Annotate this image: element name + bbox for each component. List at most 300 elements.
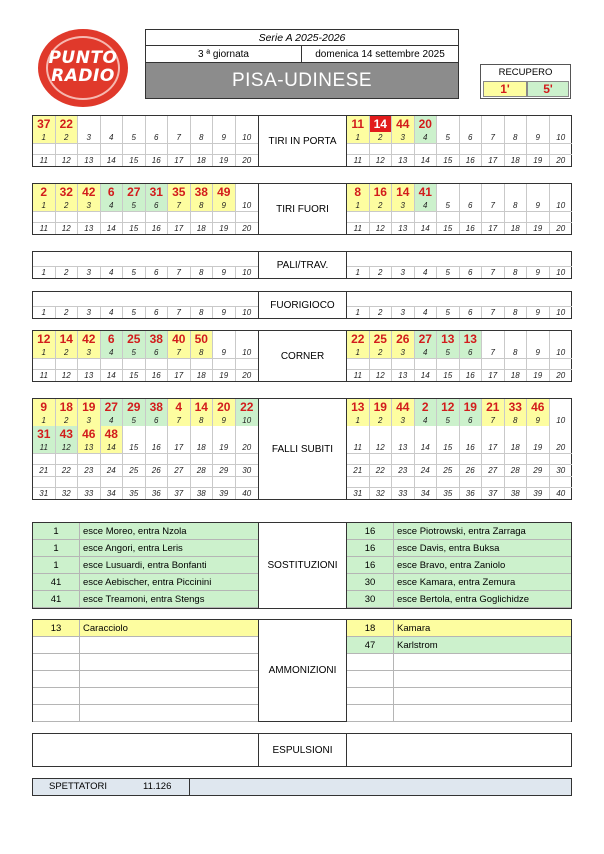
minute-value bbox=[236, 116, 259, 132]
table-row bbox=[347, 523, 571, 540]
event-number: 14 bbox=[101, 155, 124, 166]
logo-text-punto: PUNTO bbox=[48, 48, 118, 68]
empty-cell bbox=[482, 359, 505, 369]
event-number: 40 bbox=[556, 489, 566, 498]
event-number: 21 bbox=[347, 465, 370, 476]
event-number: 32 bbox=[370, 488, 393, 499]
event-number: 12 bbox=[370, 370, 393, 381]
event-number: 8 bbox=[191, 200, 214, 211]
minute-value bbox=[146, 426, 169, 442]
minute-value bbox=[213, 116, 236, 132]
minute-value: 50 bbox=[191, 331, 214, 347]
minute-value bbox=[123, 426, 146, 442]
minute-cell bbox=[33, 637, 80, 653]
event-number: 6 bbox=[146, 307, 169, 318]
event-number: 8 bbox=[191, 307, 214, 318]
ammonizioni-home bbox=[33, 620, 258, 721]
minute-value: 44 bbox=[392, 399, 415, 415]
event-number: 18 bbox=[191, 155, 214, 166]
event-number: 16 bbox=[460, 442, 483, 453]
minute-cell bbox=[347, 688, 394, 704]
event-number: 9 bbox=[527, 267, 550, 278]
event-number: 2 bbox=[56, 200, 79, 211]
event-number: 10 bbox=[556, 201, 566, 210]
minute-cell: 16 bbox=[347, 557, 394, 573]
minute-value: 14 bbox=[56, 331, 79, 347]
minute-value: 27 bbox=[415, 331, 438, 347]
event-number: 12 bbox=[370, 155, 393, 166]
ammonizioni-section bbox=[32, 619, 572, 722]
event-number: 4 bbox=[101, 415, 124, 426]
empty-cell bbox=[236, 212, 259, 222]
event-number: 16 bbox=[146, 442, 169, 453]
player-cell: esce Treamoni, entra Stengs bbox=[83, 593, 205, 605]
event-number: 29 bbox=[213, 465, 236, 476]
event-number: 12 bbox=[56, 442, 79, 453]
minute-cell bbox=[33, 654, 80, 670]
minute-value: 26 bbox=[392, 331, 415, 347]
event-number: 5 bbox=[437, 267, 460, 278]
league-title: Serie A 2025-2026 bbox=[145, 29, 459, 46]
event-number: 3 bbox=[392, 200, 415, 211]
minute-value: 29 bbox=[123, 399, 146, 415]
event-number: 5 bbox=[123, 347, 146, 358]
table-row bbox=[347, 688, 571, 705]
empty-cell bbox=[101, 212, 124, 222]
event-number: 11 bbox=[33, 442, 56, 453]
empty-cell bbox=[78, 359, 101, 369]
match-date: domenica 14 settembre 2025 bbox=[301, 45, 459, 63]
event-number: 37 bbox=[168, 488, 191, 499]
empty-cell bbox=[123, 477, 146, 487]
minute-value: 46 bbox=[527, 399, 550, 415]
event-number: 13 bbox=[78, 223, 101, 234]
event-number: 17 bbox=[168, 223, 191, 234]
event-number: 5 bbox=[437, 307, 460, 318]
player-cell: Caracciolo bbox=[83, 622, 128, 634]
event-number: 9 bbox=[213, 267, 236, 278]
event-number: 23 bbox=[392, 465, 415, 476]
player-cell: esce Moreo, entra Nzola bbox=[83, 525, 187, 537]
table-row bbox=[347, 574, 571, 591]
empty-cell bbox=[392, 477, 415, 487]
event-number: 30 bbox=[556, 466, 566, 475]
table-row bbox=[33, 705, 258, 722]
player-cell bbox=[80, 705, 83, 721]
empty-cell bbox=[437, 144, 460, 154]
minute-cell: 30 bbox=[347, 591, 394, 607]
minute-value bbox=[550, 331, 573, 347]
event-number: 14 bbox=[415, 223, 438, 234]
event-number: 36 bbox=[146, 488, 169, 499]
event-number: 1 bbox=[33, 347, 56, 358]
minute-value bbox=[146, 116, 169, 132]
falli-home-grid bbox=[33, 399, 258, 499]
event-number: 25 bbox=[437, 465, 460, 476]
minute-value bbox=[505, 426, 528, 442]
minute-value bbox=[550, 116, 573, 132]
event-number: 10 bbox=[242, 201, 252, 210]
event-number: 10 bbox=[236, 415, 259, 426]
event-number: 14 bbox=[101, 442, 124, 453]
event-number: 8 bbox=[191, 415, 214, 426]
event-number: 31 bbox=[347, 488, 370, 499]
spettatori-bar bbox=[32, 778, 572, 796]
empty-cell bbox=[392, 144, 415, 154]
minute-value: 43 bbox=[56, 426, 79, 442]
empty-cell bbox=[460, 359, 483, 369]
empty-cell bbox=[78, 144, 101, 154]
event-number: 22 bbox=[56, 465, 79, 476]
minute-value: 37 bbox=[33, 116, 56, 132]
minute-value bbox=[482, 331, 505, 347]
minute-value: 2 bbox=[415, 399, 438, 415]
event-number: 5 bbox=[123, 307, 146, 318]
event-number: 4 bbox=[101, 347, 124, 358]
player-cell: esce Piotrowski, entra Zarraga bbox=[397, 525, 526, 537]
minute-value: 19 bbox=[370, 399, 393, 415]
event-number: 16 bbox=[146, 155, 169, 166]
event-number: 26 bbox=[146, 465, 169, 476]
event-number: 10 bbox=[556, 308, 566, 317]
event-number: 9 bbox=[527, 307, 550, 318]
falli-away-grid bbox=[347, 399, 572, 499]
falli-label: FALLI SUBITI bbox=[258, 399, 347, 499]
empty-cell bbox=[437, 454, 460, 464]
logo-text-radio: RADIO bbox=[51, 66, 115, 86]
minute-value: 14 bbox=[191, 399, 214, 415]
event-number: 1 bbox=[33, 307, 56, 318]
minute-value: 19 bbox=[460, 399, 483, 415]
minute-value: 20 bbox=[213, 399, 236, 415]
event-number: 3 bbox=[392, 415, 415, 426]
event-number: 6 bbox=[460, 267, 483, 278]
minute-cell bbox=[33, 705, 80, 721]
minute-value bbox=[527, 116, 550, 132]
empty-cell bbox=[123, 144, 146, 154]
empty-cell bbox=[101, 477, 124, 487]
empty-cell bbox=[370, 212, 393, 222]
event-number: 4 bbox=[415, 347, 438, 358]
empty-cell bbox=[168, 454, 191, 464]
minute-value: 22 bbox=[347, 331, 370, 347]
minute-value: 13 bbox=[437, 331, 460, 347]
event-number: 23 bbox=[78, 465, 101, 476]
corner-section bbox=[32, 330, 572, 382]
event-number: 6 bbox=[460, 347, 483, 358]
event-number: 1 bbox=[33, 267, 56, 278]
minute-value bbox=[370, 426, 393, 442]
event-number: 1 bbox=[347, 347, 370, 358]
event-number: 19 bbox=[527, 442, 550, 453]
empty-cell bbox=[550, 144, 573, 154]
player-cell bbox=[80, 637, 83, 653]
event-number: 15 bbox=[123, 370, 146, 381]
event-number: 4 bbox=[415, 132, 438, 143]
player-cell bbox=[80, 688, 83, 704]
event-number: 4 bbox=[415, 200, 438, 211]
minute-cell: 16 bbox=[347, 523, 394, 539]
event-number: 1 bbox=[347, 132, 370, 143]
event-number: 9 bbox=[213, 307, 236, 318]
minute-value: 4 bbox=[168, 399, 191, 415]
event-number: 14 bbox=[101, 370, 124, 381]
event-number: 2 bbox=[370, 307, 393, 318]
event-number: 38 bbox=[505, 488, 528, 499]
player-cell bbox=[80, 654, 83, 670]
minute-value: 49 bbox=[213, 184, 236, 200]
minute-value bbox=[213, 331, 236, 347]
event-number: 2 bbox=[370, 132, 393, 143]
minute-value: 42 bbox=[78, 331, 101, 347]
event-number: 5 bbox=[123, 200, 146, 211]
spettatori-value: 11.126 bbox=[143, 781, 172, 792]
empty-cell bbox=[415, 359, 438, 369]
recupero-label: RECUPERO bbox=[498, 67, 553, 78]
event-number: 7 bbox=[168, 307, 191, 318]
event-number: 7 bbox=[168, 347, 191, 358]
empty-cell bbox=[370, 144, 393, 154]
table-row bbox=[33, 688, 258, 705]
event-number: 6 bbox=[460, 307, 483, 318]
empty-cell bbox=[527, 144, 550, 154]
event-number: 20 bbox=[242, 156, 252, 165]
minute-cell: 41 bbox=[33, 591, 80, 607]
minute-value: 2 bbox=[33, 184, 56, 200]
event-number: 8 bbox=[505, 200, 528, 211]
empty-cell bbox=[392, 212, 415, 222]
event-number: 13 bbox=[392, 155, 415, 166]
empty-cell bbox=[123, 454, 146, 464]
event-number: 17 bbox=[482, 370, 505, 381]
event-number: 1 bbox=[33, 200, 56, 211]
event-number: 8 bbox=[191, 347, 214, 358]
table-row bbox=[33, 654, 258, 671]
event-number: 24 bbox=[101, 465, 124, 476]
recupero-second-half: 5' bbox=[527, 81, 569, 97]
event-number: 3 bbox=[78, 200, 101, 211]
corner-away-grid bbox=[347, 331, 572, 381]
minute-value: 19 bbox=[78, 399, 101, 415]
minute-value bbox=[168, 426, 191, 442]
player-cell: esce Kamara, entra Zemura bbox=[397, 576, 516, 588]
table-row bbox=[347, 540, 571, 557]
player-cell: esce Bravo, entra Zaniolo bbox=[397, 559, 506, 571]
event-number: 19 bbox=[527, 370, 550, 381]
minute-value bbox=[236, 331, 259, 347]
fuorigioco-away-grid bbox=[347, 292, 572, 318]
event-number: 4 bbox=[101, 200, 124, 211]
minute-cell bbox=[347, 654, 394, 670]
minute-value bbox=[460, 184, 483, 200]
minute-cell: 1 bbox=[33, 540, 80, 556]
event-number: 4 bbox=[101, 267, 124, 278]
empty-cell bbox=[146, 144, 169, 154]
minute-value bbox=[437, 116, 460, 132]
event-number: 7 bbox=[482, 415, 505, 426]
empty-cell bbox=[56, 359, 79, 369]
event-number: 6 bbox=[460, 415, 483, 426]
event-number: 33 bbox=[392, 488, 415, 499]
event-number: 26 bbox=[460, 465, 483, 476]
event-number: 8 bbox=[191, 132, 214, 143]
pali-away-grid bbox=[347, 252, 572, 278]
event-number: 17 bbox=[168, 442, 191, 453]
table-row bbox=[33, 540, 258, 557]
empty-cell bbox=[482, 144, 505, 154]
empty-cell bbox=[370, 477, 393, 487]
player-cell: Kamara bbox=[397, 622, 431, 634]
empty-cell bbox=[213, 454, 236, 464]
empty-cell bbox=[347, 359, 370, 369]
event-number: 10 bbox=[556, 348, 566, 357]
tiri-fuori-section bbox=[32, 183, 572, 235]
empty-cell bbox=[437, 359, 460, 369]
pali-label: PALI/TRAV. bbox=[258, 252, 347, 278]
event-number: 7 bbox=[482, 267, 505, 278]
event-number: 11 bbox=[33, 155, 56, 166]
minute-cell bbox=[33, 688, 80, 704]
minute-value bbox=[415, 426, 438, 442]
event-number: 9 bbox=[213, 200, 236, 211]
empty-cell bbox=[415, 454, 438, 464]
punto-radio-logo bbox=[38, 29, 128, 107]
minute-value: 27 bbox=[101, 399, 124, 415]
minute-value: 46 bbox=[78, 426, 101, 442]
event-number: 5 bbox=[437, 200, 460, 211]
event-number: 2 bbox=[56, 415, 79, 426]
pali-home-grid bbox=[33, 252, 258, 278]
minute-value: 14 bbox=[370, 116, 393, 132]
event-number: 13 bbox=[78, 370, 101, 381]
event-number: 4 bbox=[415, 307, 438, 318]
empty-cell bbox=[347, 144, 370, 154]
minute-value bbox=[527, 184, 550, 200]
event-number: 4 bbox=[101, 307, 124, 318]
match-header bbox=[145, 29, 459, 99]
event-number: 16 bbox=[460, 155, 483, 166]
minute-value: 25 bbox=[370, 331, 393, 347]
event-number: 3 bbox=[78, 132, 101, 143]
event-number: 10 bbox=[242, 133, 252, 142]
event-number: 3 bbox=[78, 307, 101, 318]
event-number: 7 bbox=[482, 307, 505, 318]
event-number: 8 bbox=[505, 347, 528, 358]
empty-cell bbox=[437, 477, 460, 487]
minute-cell: 16 bbox=[347, 540, 394, 556]
event-number: 35 bbox=[123, 488, 146, 499]
minute-value bbox=[236, 184, 259, 200]
table-row bbox=[347, 591, 571, 608]
minute-value bbox=[78, 116, 101, 132]
round-label: 3 ª giornata bbox=[145, 45, 302, 63]
minute-value bbox=[527, 426, 550, 442]
minute-value: 25 bbox=[123, 331, 146, 347]
event-number: 8 bbox=[505, 132, 528, 143]
event-number: 20 bbox=[242, 443, 252, 452]
event-number: 25 bbox=[123, 465, 146, 476]
event-number: 10 bbox=[556, 416, 566, 425]
event-number: 15 bbox=[123, 223, 146, 234]
event-number: 20 bbox=[556, 443, 566, 452]
event-number: 27 bbox=[482, 465, 505, 476]
event-number: 3 bbox=[392, 267, 415, 278]
minute-value: 13 bbox=[347, 399, 370, 415]
player-cell: esce Angori, entra Leris bbox=[83, 542, 183, 554]
event-number: 15 bbox=[437, 442, 460, 453]
minute-value: 48 bbox=[101, 426, 124, 442]
empty-cell bbox=[347, 477, 370, 487]
minute-value: 41 bbox=[415, 184, 438, 200]
event-number: 10 bbox=[556, 268, 566, 277]
event-number: 29 bbox=[527, 465, 550, 476]
empty-cell bbox=[236, 477, 259, 487]
tiri_porta-home-grid bbox=[33, 116, 258, 166]
empty-cell bbox=[123, 359, 146, 369]
minute-value bbox=[505, 331, 528, 347]
event-number: 10 bbox=[556, 133, 566, 142]
event-number: 12 bbox=[56, 155, 79, 166]
event-number: 1 bbox=[33, 415, 56, 426]
minute-value: 8 bbox=[347, 184, 370, 200]
event-number: 28 bbox=[191, 465, 214, 476]
player-cell bbox=[394, 671, 397, 687]
empty-cell bbox=[527, 454, 550, 464]
sostituzioni-away bbox=[347, 523, 571, 608]
tiri_porta-away-grid bbox=[347, 116, 572, 166]
event-number: 18 bbox=[191, 223, 214, 234]
event-number: 1 bbox=[347, 415, 370, 426]
table-row bbox=[347, 620, 571, 637]
minute-value: 27 bbox=[123, 184, 146, 200]
table-row bbox=[347, 705, 571, 722]
empty-cell bbox=[78, 477, 101, 487]
event-number: 7 bbox=[168, 200, 191, 211]
espulsioni-section bbox=[32, 733, 572, 767]
minute-value bbox=[505, 184, 528, 200]
minute-value bbox=[123, 116, 146, 132]
minute-cell: 47 bbox=[347, 637, 394, 653]
empty-cell bbox=[101, 359, 124, 369]
minute-value bbox=[460, 426, 483, 442]
event-number: 12 bbox=[56, 223, 79, 234]
player-cell bbox=[80, 671, 83, 687]
minute-value: 44 bbox=[392, 116, 415, 132]
event-number: 2 bbox=[370, 415, 393, 426]
event-number: 8 bbox=[505, 415, 528, 426]
player-cell bbox=[394, 654, 397, 670]
event-number: 19 bbox=[213, 223, 236, 234]
tiri_fuori-home-grid bbox=[33, 184, 258, 234]
empty-cell bbox=[191, 212, 214, 222]
pali-section bbox=[32, 251, 572, 279]
player-cell: Karlstrom bbox=[397, 639, 438, 651]
event-number: 39 bbox=[213, 488, 236, 499]
minute-value bbox=[191, 426, 214, 442]
empty-cell bbox=[191, 477, 214, 487]
empty-cell bbox=[392, 454, 415, 464]
minute-value: 14 bbox=[392, 184, 415, 200]
empty-cell bbox=[213, 144, 236, 154]
event-number: 7 bbox=[168, 132, 191, 143]
empty-cell bbox=[78, 454, 101, 464]
minute-value bbox=[213, 426, 236, 442]
minute-value: 13 bbox=[460, 331, 483, 347]
event-number: 10 bbox=[242, 348, 252, 357]
event-number: 14 bbox=[415, 442, 438, 453]
event-number: 4 bbox=[101, 132, 124, 143]
empty-cell bbox=[505, 212, 528, 222]
